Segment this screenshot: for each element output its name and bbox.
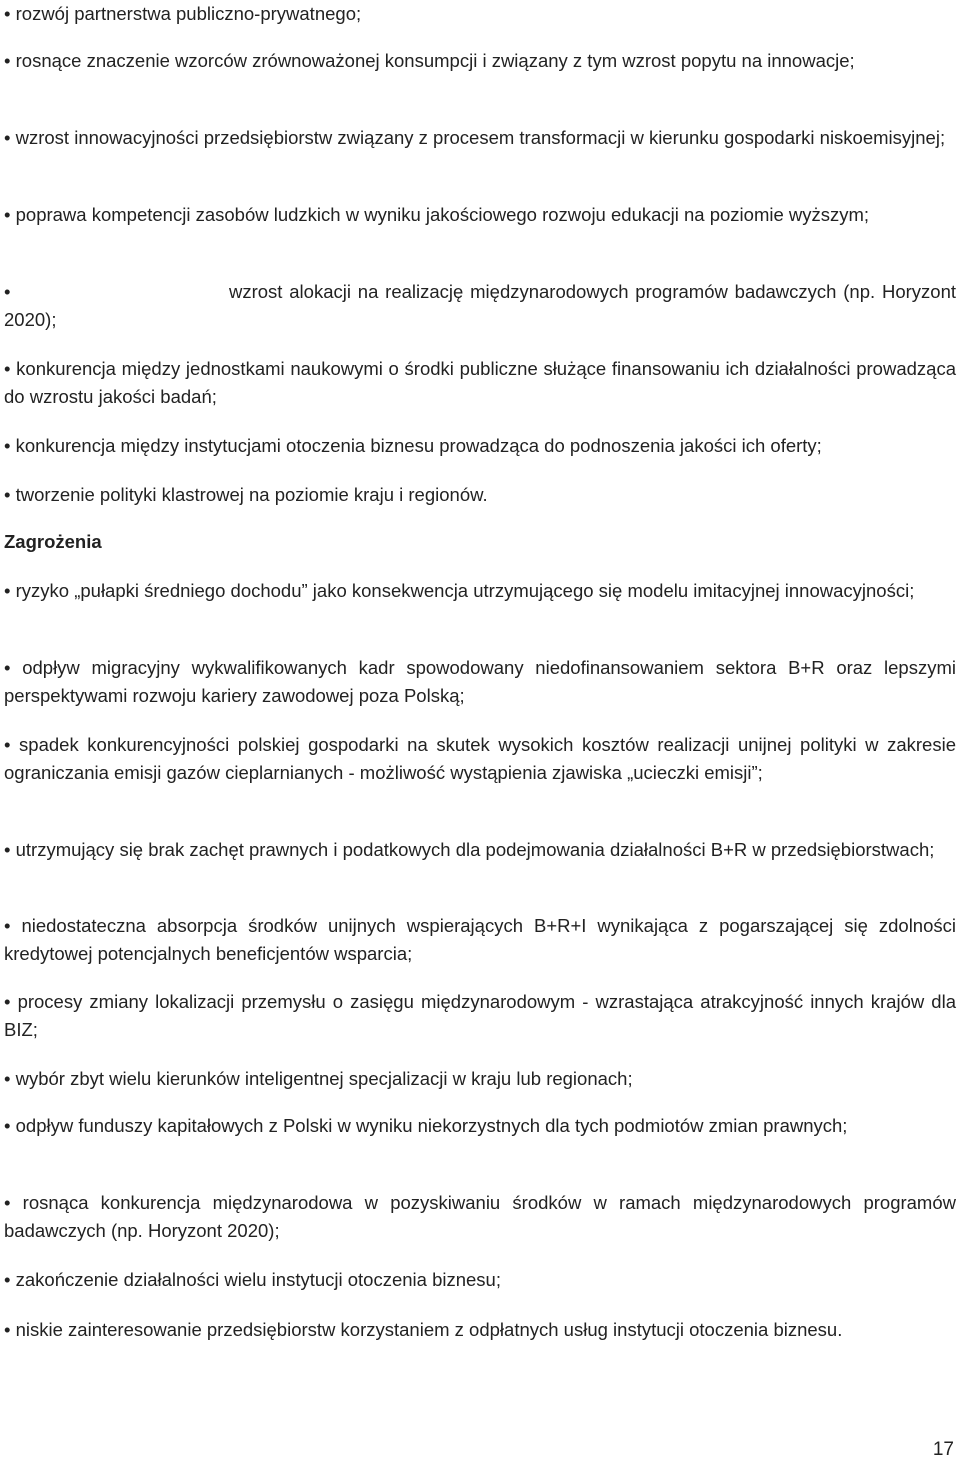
list-item: • rosnące znaczenie wzorców zrównoważonej konsumpcji i związany z tym wzrost popytu na innowacje; [4,50,855,71]
list-item: • konkurencja między instytucjami otoczenia biznesu prowadząca do podnoszenia jakości ich oferty; [4,435,822,456]
list-item: • niskie zainteresowanie przedsiębiorstw korzystaniem z odpłatnych usług instytucji otoczenia biznesu. [4,1319,843,1340]
page-number: 17 [932,1439,954,1460]
list-item: • zakończenie działalności wielu instytucji otoczenia biznesu; [4,1269,501,1290]
list-item: • niedostateczna absorpcja środków unijnych wspierających B+R+I wynikająca z pogarszającej się zdolności kredytowej potencjalnych beneficjentów wsparcia; [4,915,956,964]
list-item: • rozwój partnerstwa publiczno-prywatnego; [4,3,362,24]
list-item: • wzrost innowacyjności przedsiębiorstw związany z procesem transformacji w kierunku gospodarki niskoemisyjnej; [4,127,946,148]
list-item: • odpływ migracyjny wykwalifikowanych kadr spowodowany niedofinansowaniem sektora B+R oraz lepszymi perspektywami rozwoju kariery zawodowej poza Polską; [4,657,956,706]
section-heading: Zagrożenia [4,531,102,552]
list-item: • procesy zmiany lokalizacji przemysłu o zasięgu międzynarodowym - wzrastająca atrakcyjność innych krajów dla BIZ; [4,991,956,1040]
list-item: • rosnąca konkurencja międzynarodowa w pozyskiwaniu środków w ramach międzynarodowych programów badawczych (np. Horyzont 2020); [4,1192,956,1241]
bullet-marker: • [4,281,11,302]
list-item-text: wzrost alokacji na realizację międzynarodowych programów badawczych (np. Horyzont 2020); [4,281,956,330]
list-item: • spadek konkurencyjności polskiej gospodarki na skutek wysokich kosztów realizacji unijnej polityki w zakresie ograniczania emisji gazów cieplarnianych - możliwość wystąpienia zjawiska „ucieczki emisji”; [4,734,956,783]
list-item: • odpływ funduszy kapitałowych z Polski w wyniku niekorzystnych dla tych podmiotów zmian prawnych; [4,1115,848,1136]
list-item: • tworzenie polityki klastrowej na poziomie kraju i regionów. [4,484,488,505]
list-item [4,278,956,334]
list-item: • konkurencja między jednostkami naukowymi o środki publiczne służące finansowaniu ich działalności prowadząca do wzrostu jakości badań; [4,358,956,407]
list-item: • utrzymujący się brak zachęt prawnych i podatkowych dla podejmowania działalności B+R w przedsiębiorstwach; [4,839,935,860]
list-item: • ryzyko „pułapki średniego dochodu” jako konsekwencja utrzymującego się modelu imitacyjnej innowacyjności; [4,580,915,601]
list-item: • poprawa kompetencji zasobów ludzkich w wyniku jakościowego rozwoju edukacji na poziomie wyższym; [4,204,870,225]
list-item: • wybór zbyt wielu kierunków inteligentnej specjalizacji w kraju lub regionach; [4,1068,633,1089]
